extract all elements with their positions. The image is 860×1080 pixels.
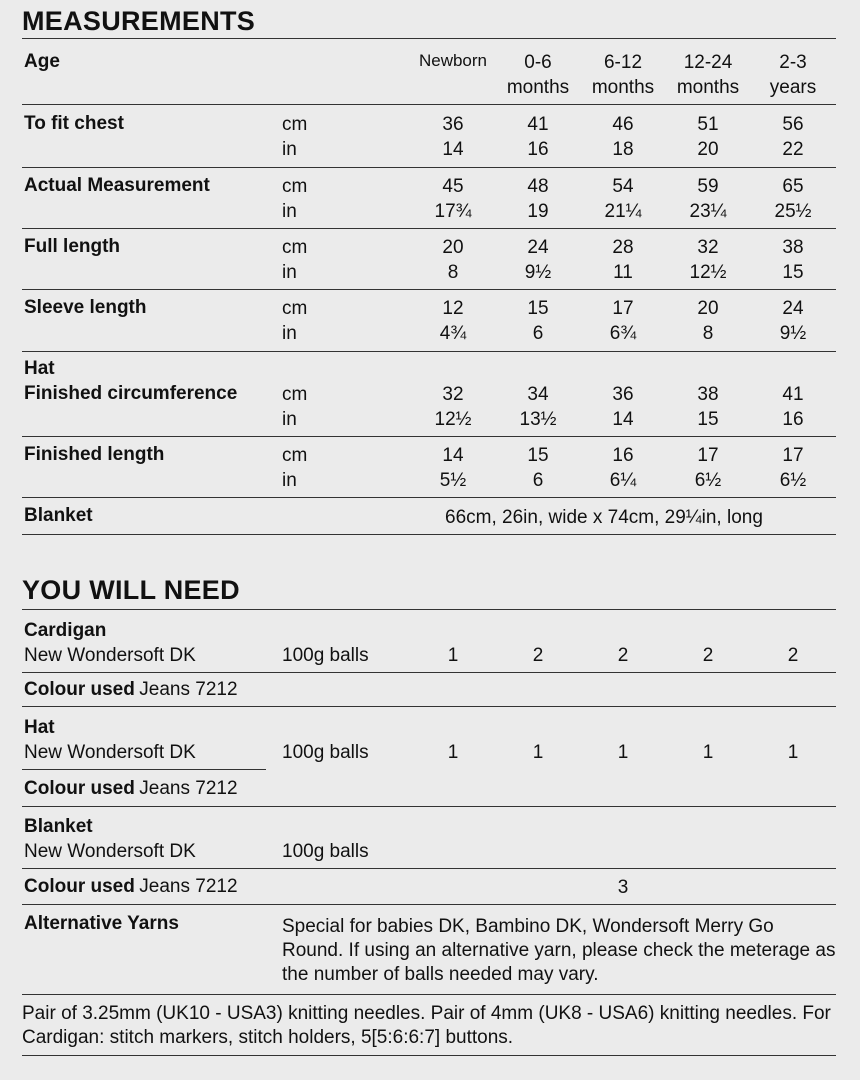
qty: 2	[532, 645, 544, 666]
value: 18	[612, 139, 634, 160]
value: 12	[442, 298, 464, 319]
colour-label: Colour used	[24, 679, 135, 700]
size-12-24: 12-24	[683, 52, 733, 73]
hat-need-label: Hat	[24, 717, 55, 738]
value: 12½	[434, 409, 472, 430]
value: 15	[697, 409, 719, 430]
value: 20	[697, 139, 719, 160]
colour-label: Colour used	[24, 876, 135, 897]
value: 36	[612, 384, 634, 405]
colour-label: Colour used	[24, 778, 135, 799]
you-will-need-title: YOU WILL NEED	[22, 575, 240, 605]
value: 22	[782, 139, 804, 160]
size-newborn: Newborn	[418, 51, 488, 70]
value: 41	[527, 114, 549, 135]
measurements-title: MEASUREMENTS	[22, 6, 256, 36]
size-2-3: 2-3	[779, 52, 807, 73]
unit-in: in	[282, 470, 297, 491]
value: 21¼	[604, 201, 642, 222]
age-label: Age	[24, 51, 60, 72]
value: 24	[782, 298, 804, 319]
divider	[22, 497, 836, 498]
divider	[22, 904, 836, 905]
divider	[22, 228, 836, 229]
value: 34	[527, 384, 549, 405]
blanket-label: Blanket	[24, 505, 93, 526]
row-label: Finished circumference	[24, 383, 238, 404]
unit-cm: cm	[282, 237, 308, 258]
unit-cm: cm	[282, 384, 308, 405]
yarn-name: New Wondersoft DK	[24, 645, 196, 666]
yarn-unit: 100g balls	[282, 742, 369, 763]
value: 9½	[779, 323, 807, 344]
divider	[22, 609, 836, 610]
size-0-6: 0-6	[524, 52, 552, 73]
value: 15	[782, 262, 804, 283]
unit-in: in	[282, 262, 297, 283]
divider	[22, 706, 836, 707]
unit-cm: cm	[282, 176, 308, 197]
value: 38	[697, 384, 719, 405]
divider	[22, 351, 836, 352]
size-6-12: 6-12	[603, 52, 643, 73]
value: 16	[527, 139, 549, 160]
unit-in: in	[282, 139, 297, 160]
value: 28	[612, 237, 634, 258]
value: 15	[527, 298, 549, 319]
row-label: Actual Measurement	[24, 175, 210, 196]
qty: 1	[447, 645, 459, 666]
value: 14	[612, 409, 634, 430]
value: 5½	[439, 470, 467, 491]
unit-cm: cm	[282, 114, 308, 135]
value: 17	[782, 445, 804, 466]
value: 46	[612, 114, 634, 135]
value: 48	[527, 176, 549, 197]
yarn-unit: 100g balls	[282, 841, 369, 862]
size-0-6-unit: months	[506, 77, 570, 98]
value: 12½	[689, 262, 727, 283]
value: 19	[527, 201, 549, 222]
colour-value: Jeans 7212	[139, 679, 238, 700]
value: 25½	[774, 201, 812, 222]
divider	[22, 806, 836, 807]
colour-value: Jeans 7212	[139, 876, 238, 897]
divider	[22, 994, 836, 995]
value: 16	[612, 445, 634, 466]
yarn-name: New Wondersoft DK	[24, 742, 196, 763]
value: 8	[702, 323, 714, 344]
divider	[22, 38, 836, 39]
value: 16	[782, 409, 804, 430]
cardigan-colour	[24, 679, 238, 701]
value: 32	[697, 237, 719, 258]
divider	[22, 167, 836, 168]
value: 8	[447, 262, 459, 283]
needles-text: Pair of 3.25mm (UK10 - USA3) knitting needles. Pair of 4mm (UK8 - USA6) knitting needles. For Cardigan: stitch markers, stitch holders, 5[5:6:6:7] buttons.	[22, 1003, 831, 1048]
size-12-24-unit: months	[676, 77, 740, 98]
value: 23¼	[689, 201, 727, 222]
value: 15	[527, 445, 549, 466]
value: 65	[782, 176, 804, 197]
row-label: Full length	[24, 236, 121, 257]
qty: 1	[532, 742, 544, 763]
qty: 2	[787, 645, 799, 666]
unit-in: in	[282, 323, 297, 344]
value: 59	[697, 176, 719, 197]
row-label: Sleeve length	[24, 297, 147, 318]
cardigan-label: Cardigan	[24, 620, 107, 641]
value: 13½	[519, 409, 557, 430]
blanket-need-label: Blanket	[24, 816, 93, 837]
value: 9½	[524, 262, 552, 283]
value: 6½	[779, 470, 807, 491]
qty: 2	[702, 645, 714, 666]
value: 20	[697, 298, 719, 319]
divider	[22, 769, 266, 770]
unit-cm: cm	[282, 445, 308, 466]
value: 17	[697, 445, 719, 466]
value: 4¾	[439, 323, 467, 344]
value: 20	[442, 237, 464, 258]
divider	[22, 534, 836, 535]
value: 51	[697, 114, 719, 135]
unit-in: in	[282, 201, 297, 222]
divider	[22, 672, 836, 673]
divider	[22, 436, 836, 437]
value: 14	[442, 445, 464, 466]
value: 6¾	[609, 323, 637, 344]
value: 17¾	[434, 201, 472, 222]
unit-cm: cm	[282, 298, 308, 319]
value: 38	[782, 237, 804, 258]
value: 32	[442, 384, 464, 405]
value: 45	[442, 176, 464, 197]
blanket-value: 66cm, 26in, wide x 74cm, 29¼in, long	[445, 507, 763, 528]
value: 6¼	[609, 470, 637, 491]
value: 6½	[694, 470, 722, 491]
value: 11	[613, 262, 633, 283]
value: 14	[442, 139, 464, 160]
alternative-yarns-label: Alternative Yarns	[24, 913, 179, 934]
value: 6	[532, 323, 544, 344]
value: 24	[527, 237, 549, 258]
divider	[22, 868, 836, 869]
size-2-3-unit: years	[769, 77, 817, 98]
colour-value: Jeans 7212	[139, 778, 238, 799]
value: 17	[612, 298, 634, 319]
qty: 1	[447, 742, 459, 763]
yarn-name: New Wondersoft DK	[24, 841, 196, 862]
value: 36	[442, 114, 464, 135]
blanket-qty: 3	[617, 877, 629, 898]
divider	[22, 289, 836, 290]
unit-in: in	[282, 409, 297, 430]
yarn-unit: 100g balls	[282, 645, 369, 666]
qty: 1	[787, 742, 799, 763]
size-6-12-unit: months	[591, 77, 655, 98]
hat-label: Hat	[24, 358, 55, 379]
hat-colour	[24, 778, 238, 800]
value: 56	[782, 114, 804, 135]
value: 6	[532, 470, 544, 491]
value: 41	[782, 384, 804, 405]
divider	[22, 104, 836, 105]
qty: 1	[617, 742, 629, 763]
qty: 2	[617, 645, 629, 666]
value: 54	[612, 176, 634, 197]
blanket-colour	[24, 876, 238, 898]
row-label: To fit chest	[24, 113, 124, 134]
qty: 1	[702, 742, 714, 763]
divider	[22, 1055, 836, 1056]
row-label: Finished length	[24, 444, 165, 465]
alternative-yarns-text: Special for babies DK, Bambino DK, Wondersoft Merry Go Round. If using an alternative yarn, please check the meterage as the number of balls needed may vary.	[282, 916, 836, 985]
